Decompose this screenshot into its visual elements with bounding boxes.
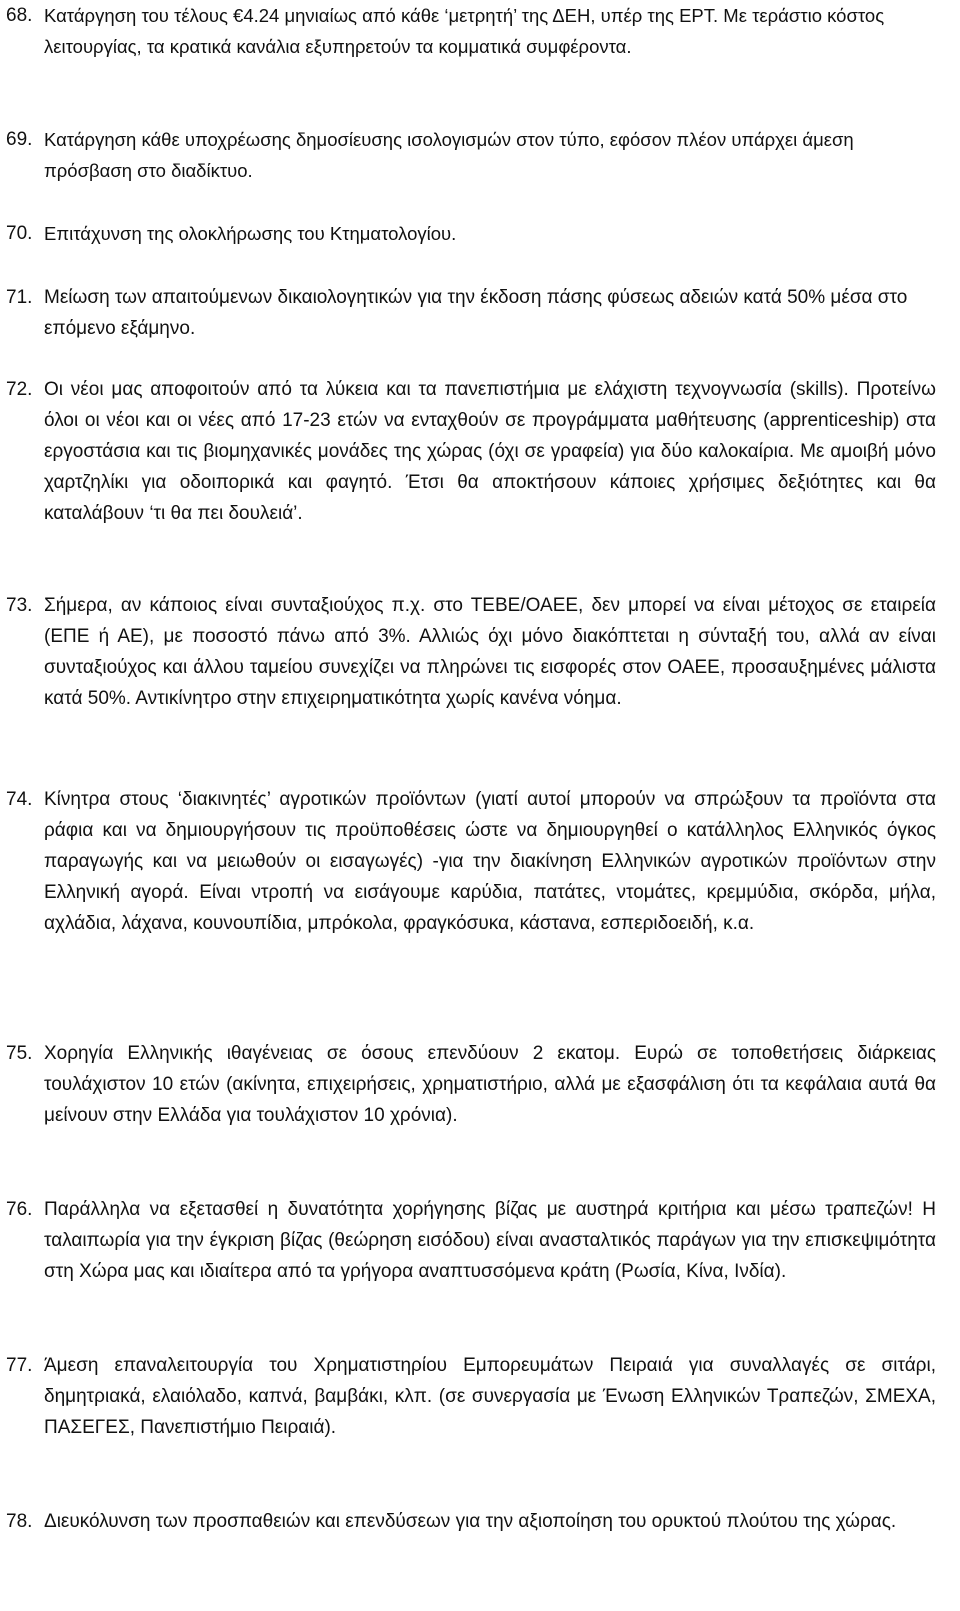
item-number: 74. [6,789,33,810]
item-number: 72. [6,379,33,400]
list-item [0,374,940,529]
item-text: Χορηγία Ελληνικής ιθαγένειας σε όσους επενδύουν 2 εκατομ. Ευρώ σε τοποθετήσεις διάρκειας τουλάχιστον 10 ετών (ακίνητα, επιχειρήσεις, χρηματιστήριο, αλλά με εξασφάλιση ότι τα κεφάλαια αυτά θα μείνουν στην Ελλάδα για τουλάχιστον 10 χρόνια). [44,1043,936,1126]
list-item [0,1350,940,1443]
list-item [0,282,940,344]
item-number: 76. [6,1199,33,1220]
list-item [0,1506,940,1537]
list-item [0,0,940,62]
item-text: Κατάργηση του τέλους €4.24 μηνιαίως από κάθε ‘μετρητή’ της ΔΕΗ, υπέρ της ΕΡΤ. Με τεράστιο κόστος λειτουργίας, τα κρατικά κανάλια εξυπηρετούν τα κομματικά συμφέροντα. [44,5,885,57]
item-text: Άμεση επαναλειτουργία του Χρηματιστηρίου Εμπορευμάτων Πειραιά για συναλλαγές σε σιτάρι, δημητριακά, ελαιόλαδο, καπνά, βαμβάκι, κλπ. (σε συνεργασία με Ένωση Ελληνικών Τραπεζών, ΣΜΕΧΑ, ΠΑΣΕΓΕΣ, Πανεπιστήμιο Πειραιά). [44,1355,936,1438]
list-item [0,124,940,186]
item-text: Σήμερα, αν κάποιος είναι συνταξιούχος π.χ. στο ΤΕΒΕ/ΟΑΕΕ, δεν μπορεί να είναι μέτοχος σε εταιρεία (ΕΠΕ ή ΑΕ), με ποσοστό πάνω από 3%. Αλλιώς όχι μόνο διακόπτεται η σύνταξή του, αλλά αν είναι συνταξιούχος και άλλου ταμείου συνεχίζει να πληρώνει τις εισφορές στον ΟΑΕΕ, προσαυξημένες μάλιστα κατά 50%. Αντικίνητρο στην επιχειρηματικότητα χωρίς κανένα νόημα. [44,595,936,709]
item-number: 73. [6,595,33,616]
list-item [0,784,940,939]
item-number: 68. [6,5,33,26]
item-text: Κατάργηση κάθε υποχρέωσης δημοσίευσης ισολογισμών στον τύπο, εφόσον πλέον υπάρχει άμεση πρόσβαση στο διαδίκτυο. [44,129,854,181]
item-number: 69. [6,129,33,150]
list-item [0,218,940,249]
item-text: Οι νέοι μας αποφοιτούν από τα λύκεια και τα πανεπιστήμια με ελάχιστη τεχνογνωσία (skills). Προτείνω όλοι οι νέοι και οι νέες από 17-23 ετών να ενταχθούν σε προγράμματα μαθήτευσης (apprenticeship) στα εργοστάσια και τις βιομηχανικές μονάδες της χώρας (όχι σε γραφεία) για δύο καλοκαίρια. Με αμοιβή μόνο χαρτζηλίκι για οδοιπορικά και φαγητό. Έτσι θα αποκτήσουν κάποιες χρήσιμες δεξιότητες και θα καταλάβουν ‘τι θα πει δουλειά’. [44,379,936,524]
item-number: 70. [6,223,33,244]
item-number: 71. [6,287,33,308]
item-text: Κίνητρα στους ‘διακινητές’ αγροτικών προϊόντων (γιατί αυτοί μπορούν να σπρώξουν τα προϊόντα στα ράφια και να δημιουργήσουν τις προϋποθέσεις ώστε να δημιουργηθεί ο κατάλληλος Ελληνικός όγκος παραγωγής και να μειωθούν οι εισαγωγές) -για την διακίνηση Ελληνικών αγροτικών προϊόντων στην Ελληνική αγορά. Είναι ντροπή να εισάγουμε καρύδια, πατάτες, ντομάτες, κρεμμύδια, σκόρδα, μήλα, αχλάδια, λάχανα, κουνουπίδια, μπρόκολα, φραγκόσυκα, κάστανα, εσπεριδοειδή, κ.α. [44,789,936,934]
item-number: 75. [6,1043,33,1064]
list-item [0,590,940,714]
item-text: Επιτάχυνση της ολοκλήρωσης του Κτηματολογίου. [44,223,457,244]
item-text: Παράλληλα να εξετασθεί η δυνατότητα χορήγησης βίζας με αυστηρά κριτήρια και μέσω τραπεζών! Η ταλαιπωρία για την έγκριση βίζας (θεώρηση εισόδου) είναι ανασταλτικός παράγων για την επισκεψιμότητα στη Χώρα μας και ιδιαίτερα από τα γρήγορα αναπτυσσόμενα κράτη (Ρωσία, Κίνα, Ινδία). [44,1199,936,1282]
item-text: Διευκόλυνση των προσπαθειών και επενδύσεων για την αξιοποίηση του ορυκτού πλούτου της χώρας. [44,1511,897,1532]
list-item [0,1038,940,1131]
item-number: 77. [6,1355,33,1376]
item-number: 78. [6,1511,33,1532]
list-item [0,1194,940,1287]
item-text: Μείωση των απαιτούμενων δικαιολογητικών για την έκδοση πάσης φύσεως αδειών κατά 50% μέσα στο επόμενο εξάμηνο. [44,287,908,339]
